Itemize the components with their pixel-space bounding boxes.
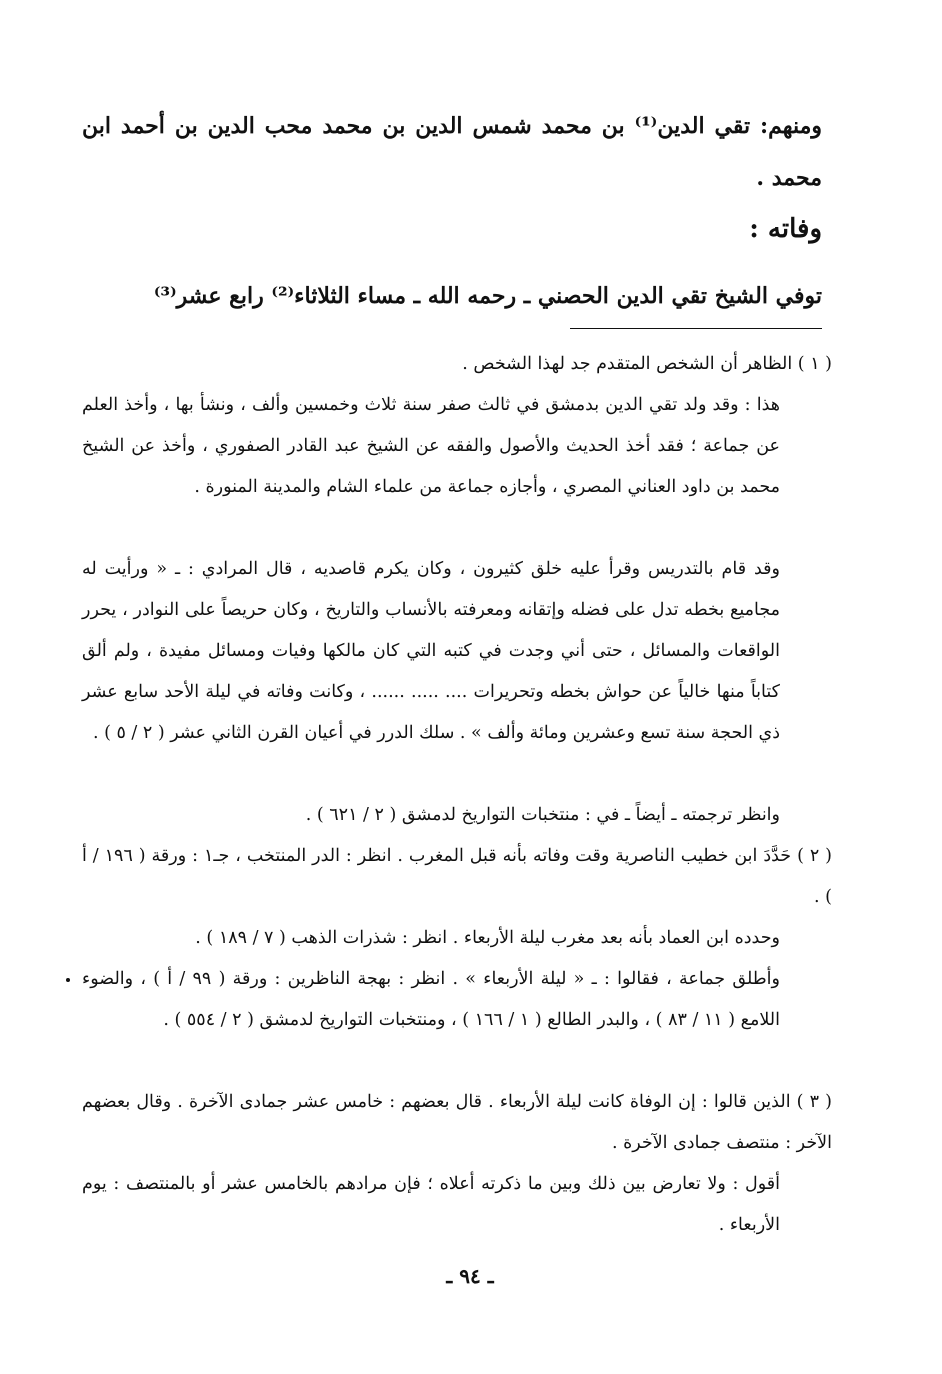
footnote-2-paragraph-2: وحدده ابن العماد بأنه بعد مغرب ليلة الأربعاء . انظر : شذرات الذهب ( ٧ / ١٨٩ ) .	[195, 928, 780, 948]
footnote-3-paragraph-2: أقول : ولا تعارض بين ذلك وبين ما ذكرته أعلاه ؛ فإن مرادهم بالخامس عشر أو بالمنتصف : يوم الأربعاء .	[82, 1174, 780, 1235]
body-paragraph-2: توفي الشيخ تقي الدين الحصني ـ رحمه الله ـ مساء الثلاثاء⁽²⁾ رابع عشر⁽³⁾	[153, 283, 822, 309]
footnote-1-intro: ( ١ ) الظاهر أن الشخص المتقدم جد لهذا الشخص .	[462, 354, 832, 374]
section-heading-death: وفاته :	[749, 214, 822, 244]
margin-dot	[66, 978, 70, 982]
footnote-1-paragraph-birth: هذا : وقد ولد تقي الدين بدمشق في ثالث صفر سنة ثلاث وخمسين وألف ، ونشأ بها ، وأخذ العلم عن جماعة ؛ فقد أخذ الحديث والأصول والفقه عن الشيخ عبد القادر الصفوري ، وأخذ عن الشيخ محمد بن داود العناني المصري ، وأجازه جماعة من علماء الشام والمدينة المنورة .	[82, 395, 780, 497]
footnote-divider	[570, 328, 822, 329]
page-number: ـ ٩٤ ـ	[446, 1264, 494, 1288]
body-paragraph-1: ومنهم: تقي الدين⁽¹⁾ بن محمد شمس الدين بن محمد محب الدين بن أحمد ابن محمد .	[82, 113, 822, 191]
footnote-1-paragraph-references: وانظر ترجمته ـ أيضاً ـ في : منتخبات التواريخ لدمشق ( ٢ / ٦٢١ ) .	[305, 805, 780, 825]
footnote-1-paragraph-teaching: وقد قام بالتدريس وقرأ عليه خلق كثيرون ، وكان يكرم قاصديه ، قال المرادي : ـ « ورأيت له مجاميع بخطه تدل على فضله وإتقانه ومعرفته بالأنساب والتاريخ ، وكان حريصاً على النوادر ، يحرر الواقعات والمسائل ، حتى أني وجدت في كتبه التي كان مالكها وفيات ومسائل مفيدة ، ولم ألق كتاباً منها خالياً عن حواش بخطه وتحريرات .... ..... ...... ، وكانت وفاته في ليلة الأحد سابع عشر ذي الحجة سنة تسع وعشرين ومائة وألف » . سلك الدرر في أعيان القرن الثاني عشر ( ٢ / ٥ ) .	[82, 559, 780, 743]
footnote-3-paragraph-1: ( ٣ ) الذين قالوا : إن الوفاة كانت ليلة الأربعاء . قال بعضهم : خامس عشر جمادى الآخرة . وقال بعضهم الآخر : منتصف جمادى الآخرة .	[82, 1092, 832, 1153]
footnote-2-paragraph-1: ( ٢ ) حَدَّدَ ابن خطيب الناصرية وقت وفاته بأنه قبل المغرب . انظر : الدر المنتخب ، جـ١ : ورقة ( ١٩٦ / أ ) .	[82, 846, 832, 907]
footnote-2-paragraph-3: وأطلق جماعة ، فقالوا : ـ « ليلة الأربعاء » . انظر : بهجة الناظرين : ورقة ( ٩٩ / أ ) ، والضوء اللامع ( ١١ / ٨٣ ) ، والبدر الطالع ( ١ / ١٦٦ ) ، ومنتخبات التواريخ لدمشق ( ٢ / ٥٥٤ ) .	[82, 969, 780, 1030]
